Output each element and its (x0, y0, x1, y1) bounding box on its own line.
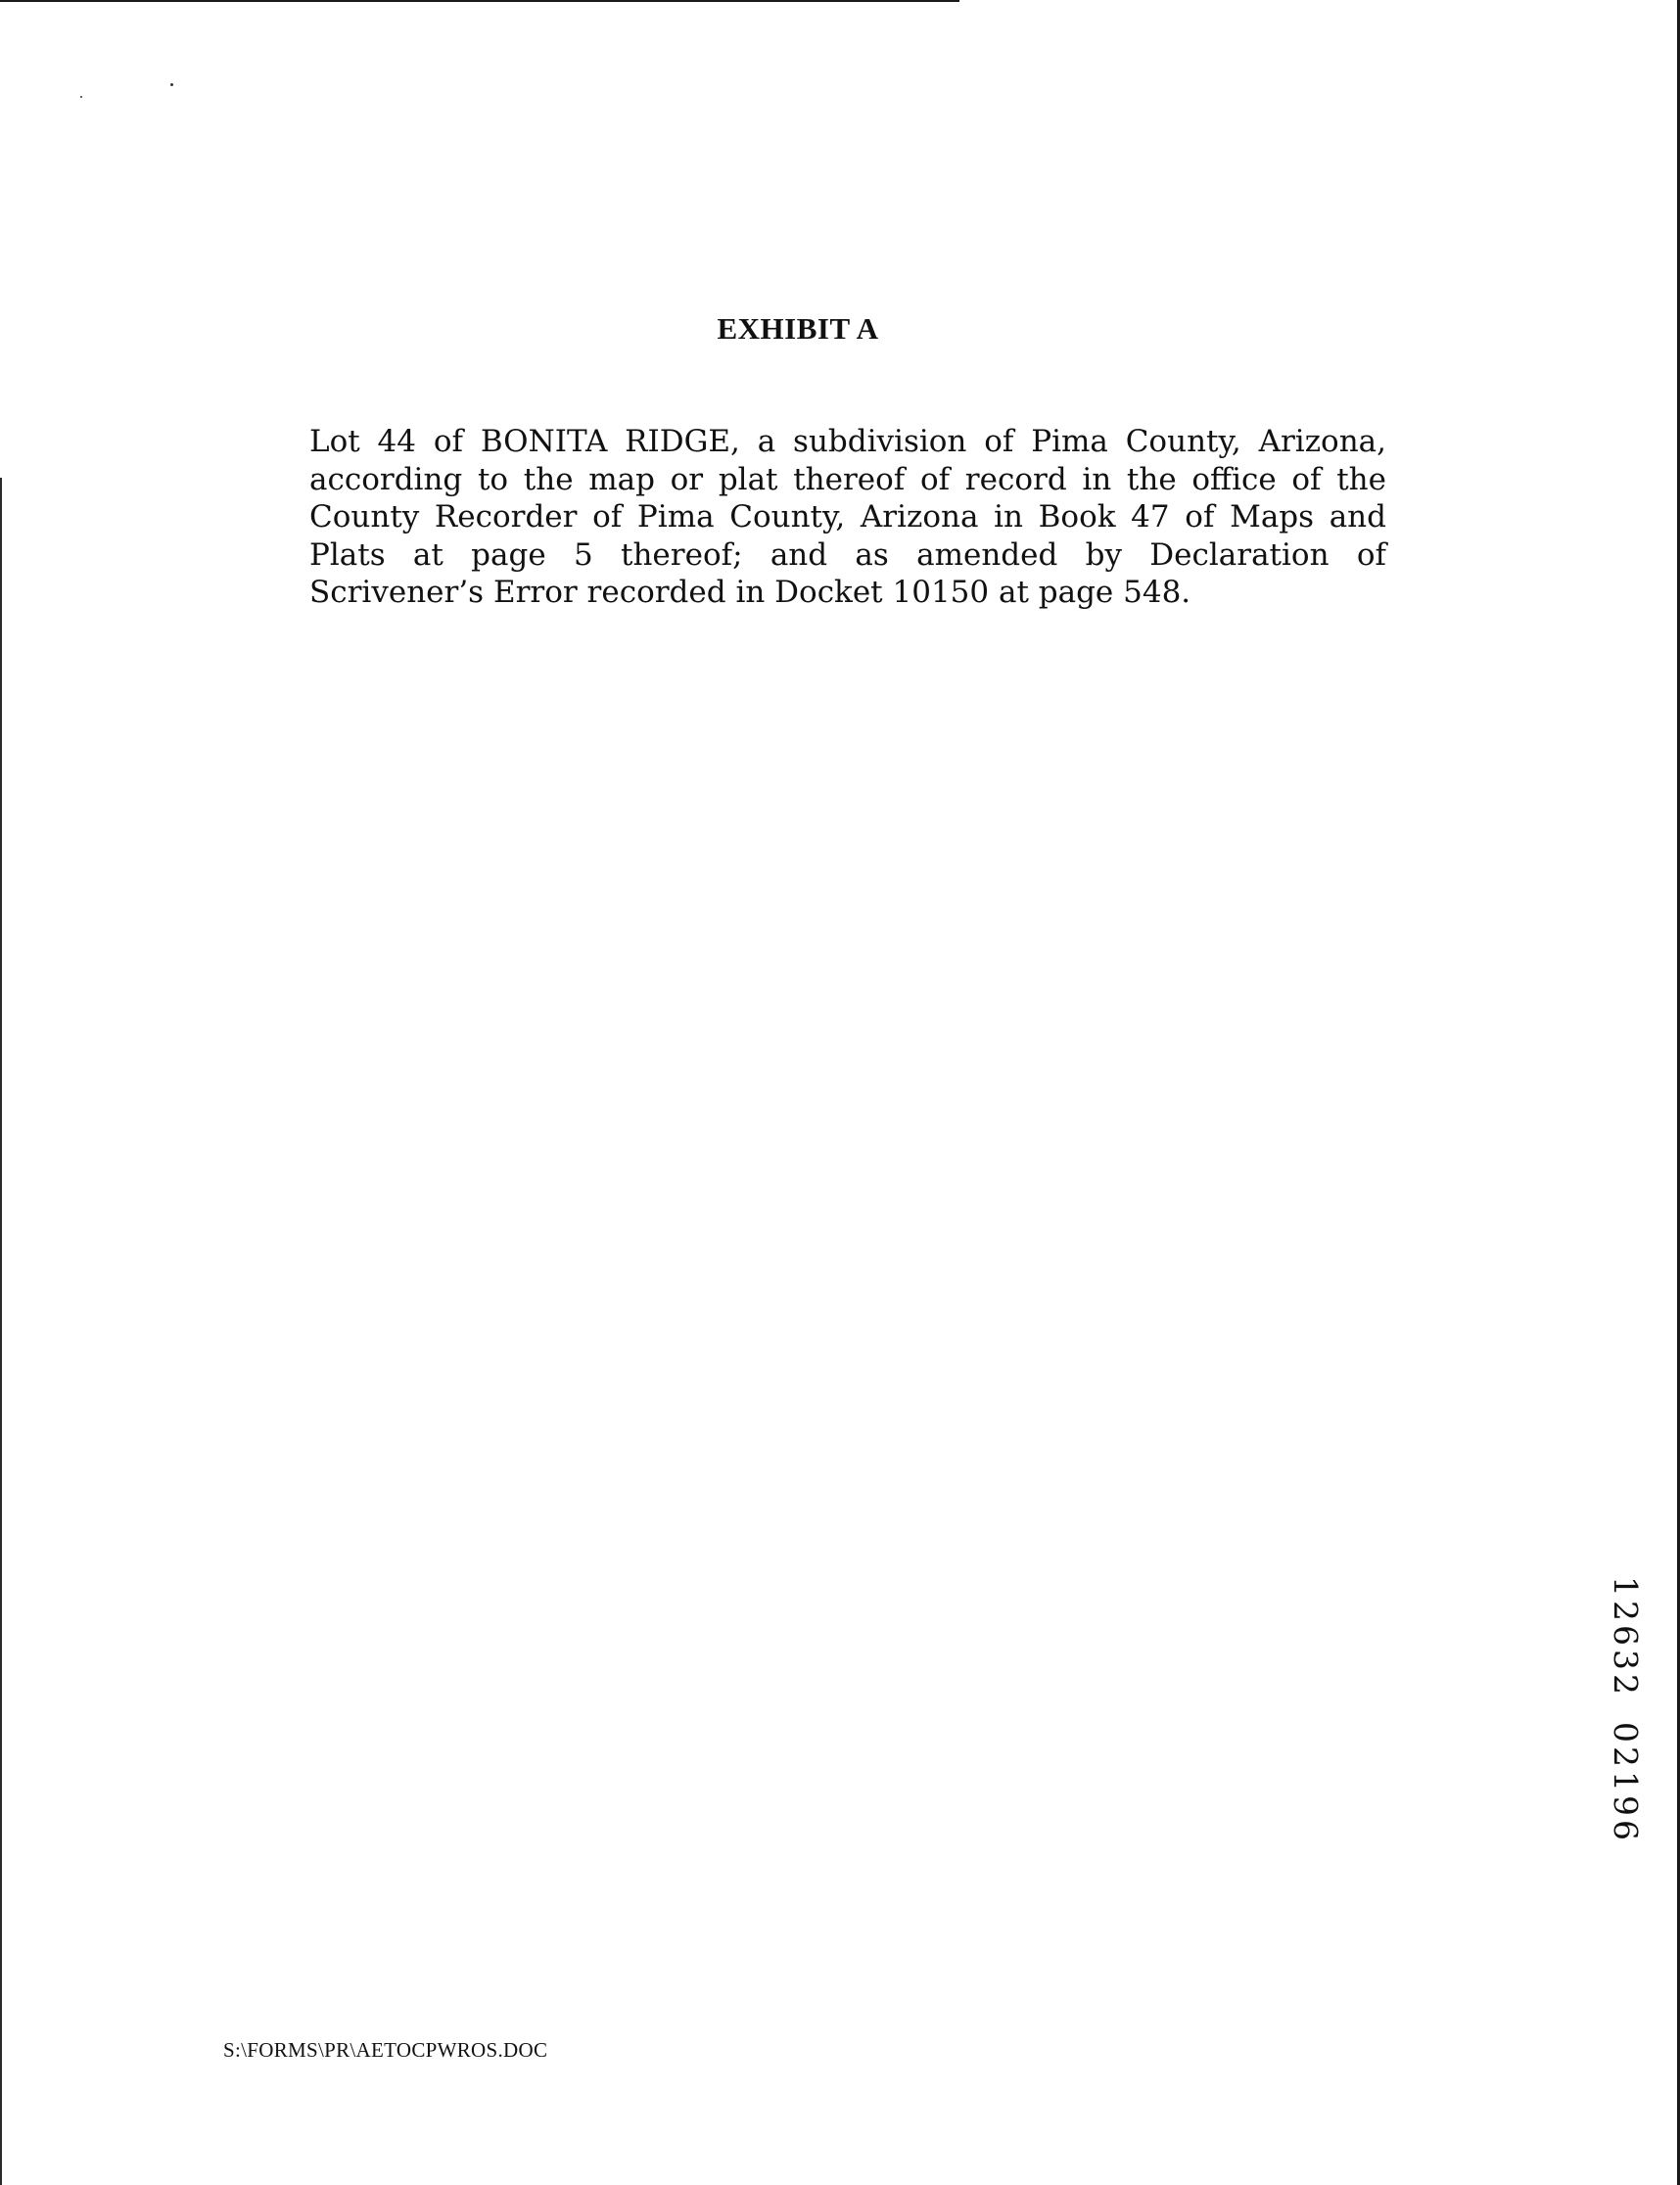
page-digit: 0 (1606, 1722, 1645, 1743)
docket-digit: 3 (1606, 1650, 1645, 1670)
scan-border-top (0, 0, 959, 2)
page-digit: 2 (1606, 1746, 1645, 1767)
page-digit: 6 (1606, 1820, 1645, 1840)
docket-digit: 6 (1606, 1625, 1645, 1646)
scan-speck (80, 96, 82, 98)
scan-speck (170, 83, 173, 86)
docket-digit: 1 (1606, 1576, 1645, 1597)
exhibit-title: EXHIBIT A (717, 311, 879, 346)
scan-border-left (0, 478, 2, 2185)
docket-digit: 2 (1606, 1674, 1645, 1695)
recording-number-stamp (1606, 1574, 1645, 1842)
file-path-footer: S:\FORMS\PR\AETOCPWROS.DOC (223, 2038, 548, 2062)
page-digit: 1 (1606, 1771, 1645, 1791)
page-digit: 9 (1606, 1795, 1645, 1816)
docket-digit: 2 (1606, 1601, 1645, 1621)
legal-description: Lot 44 of BONITA RIDGE, a subdivision of Pima County, Arizona, according to the map or plat thereof of record in the office of the County Recorder of Pima County, Arizona in Book 47 of Maps and Plats at page 5 thereof; and as amended by Declaration of Scrivener’s Error recorded in Docket 10150 at page 548. (309, 424, 1386, 610)
